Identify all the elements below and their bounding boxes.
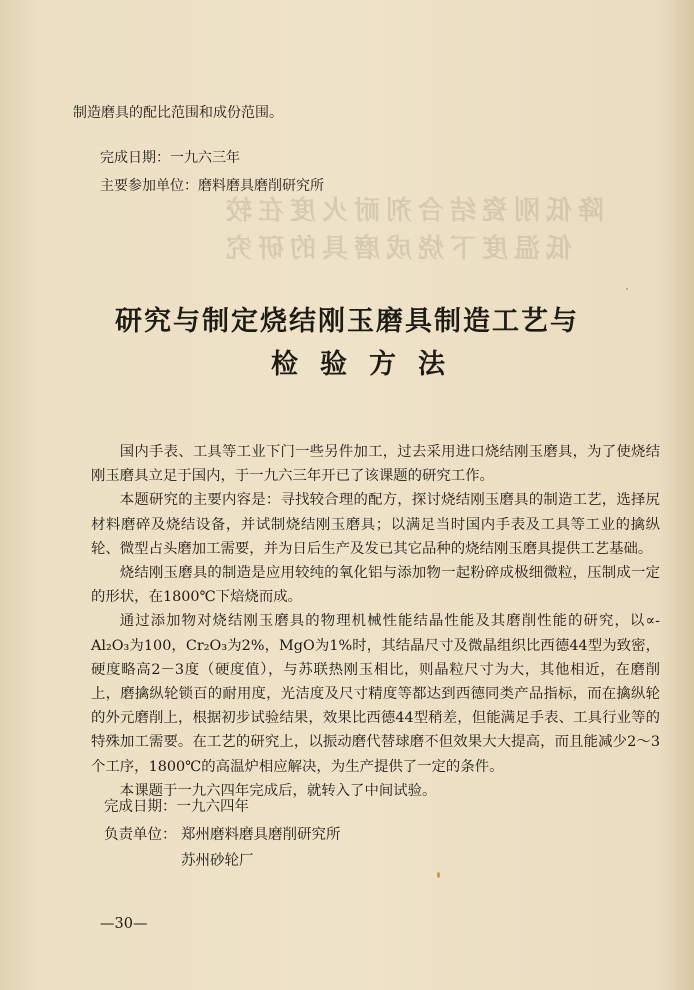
completion-date: 完成日期：一九六四年 [104,799,249,815]
previous-completion-date: 完成日期：一九六三年 [100,150,240,166]
print-speck [437,872,440,878]
bleed-through-text-2: 低温度下烧成磨具的研究 [220,234,573,264]
responsible-unit-2: 苏州砂轮厂 [181,853,254,869]
article-body [91,440,660,803]
paragraph-3: 烧结刚玉磨具的制造是应用较纯的氧化铝与添加物一起粉碎成极细微粒，压制成一定的形状，在1800℃下焙烧而成。 [91,565,660,606]
article-title-line2: 检验方法 [271,349,467,380]
responsible-label: 负责单位： [104,827,177,843]
responsible-unit-1: 郑州磨料磨具磨削研究所 [181,827,341,843]
paragraph-5: 本课题于一九六四年完成后，就转入了中间试验。 [119,782,437,799]
print-speck [626,288,628,290]
article-title-line1: 研究与制定烧结刚玉磨具制造工艺与 [115,306,579,337]
previous-participant-unit: 主要参加单位：磨料磨具磨削研究所 [100,178,324,194]
previous-section-fragment: 制造磨具的配比范围和成份范围。 [73,105,283,121]
paragraph-2: 本题研究的主要内容是：寻找较合理的配方，探讨烧结刚玉磨具的制造工艺，选择尻材料磨碎及烧结设备，并试制烧结刚玉磨具；以满足当时国内手表及工具等工业的擒纵轮、微型占头磨加工需要，并为日后生产及发已其它品种的烧结刚玉磨具提供工艺基础。 [91,492,660,557]
page-number: —30— [100,916,148,932]
paragraph-4: 通过添加物对烧结刚玉磨具的物理机械性能结晶性能及其磨削性能的研究，以∝-Al₂O₃为100，Cr₂O₃为2%，MgO为1%时，其结晶尺寸及微晶组织比西德44型为致密，硬度略高2－3度（硬度值），与苏联热刚玉相比，则晶粒尺寸为大，其他相近，在磨削上，磨擒纵轮锁百的耐用度，光洁度及尺寸精度等都达到西德同类产品指标，而在擒纵轮的外元磨削上，根据初步试验结果，效果比西德44型稍差，但能满足手表、工具行业等的特殊加工需要。在工艺的研究上，以振动磨代替球磨不但效果大大提高，而且能减少2～3个工序，1800℃的高温炉相应解决，为生产提供了一定的条件。 [91,613,660,775]
paragraph-1: 国内手表、工具等工业下门一些另件加工，过去采用进口烧结刚玉磨具，为了使烧结刚玉磨具立足于国内，于一九六三年开已了该课题的研究工作。 [91,444,660,485]
bleed-through-text-1: 降低刚瓷结合剂耐火度在较 [220,196,605,226]
